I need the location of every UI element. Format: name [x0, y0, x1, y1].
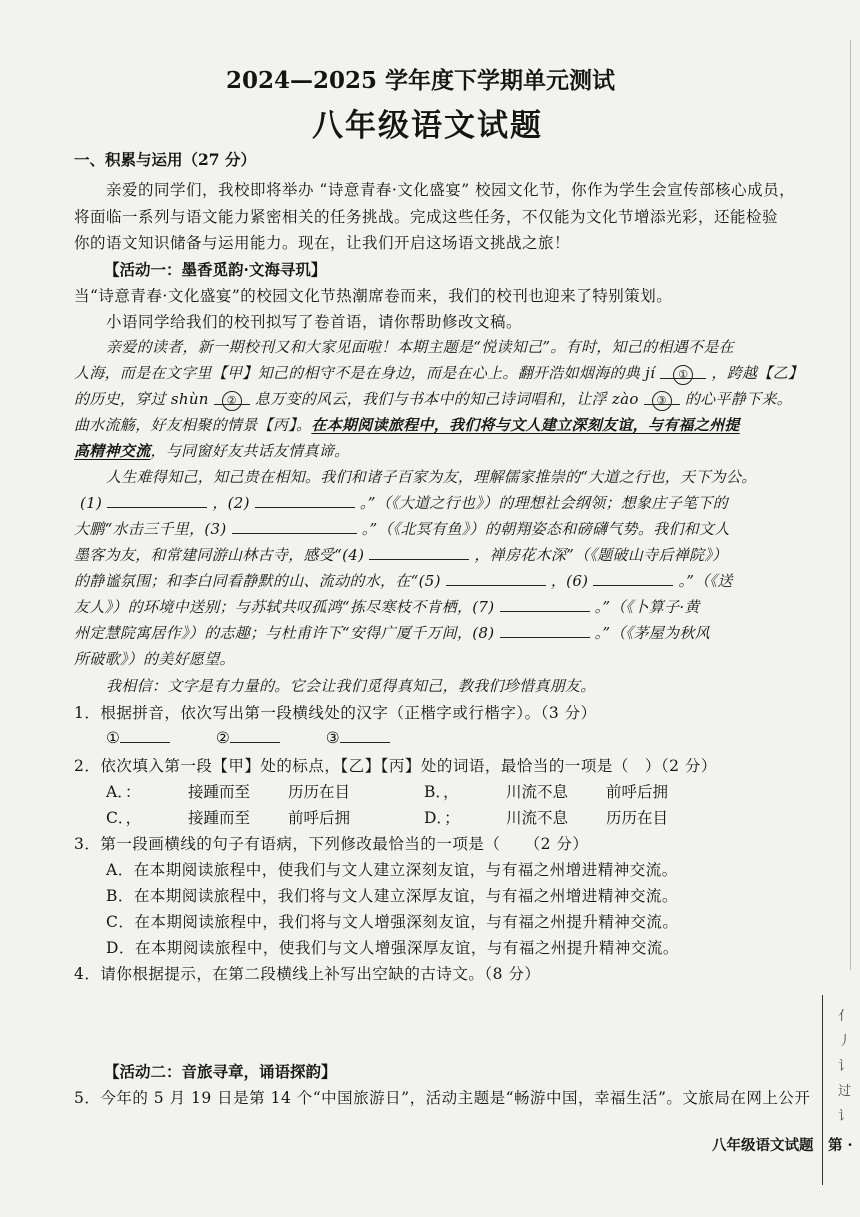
q1-label-1: ①: [106, 729, 121, 747]
q2-b-word1: 川流不息: [506, 783, 569, 801]
activity1-line2: 小语同学给我们的校刊拟写了卷首语，请你帮助修改文稿。: [106, 313, 523, 331]
passage1-line1: 亲爱的读者，新一期校刊又和大家见面啦！本期主题是“悦读知己”。有时，知己的相遇不是在: [106, 338, 734, 356]
passage1-line2: [74, 362, 803, 383]
margin-char-1: 亻: [838, 1009, 852, 1024]
fill-blank-2[interactable]: [255, 493, 355, 508]
q1-answer-blank-1[interactable]: [120, 728, 170, 743]
intro-line1: 亲爱的同学们，我校即将举办 “诗意青春·文化盛宴” 校园文化节，你作为学生会宣传部核心成员，: [106, 181, 796, 199]
blank-2[interactable]: [214, 390, 250, 405]
passage1-line5-b: ，与同窗好友共话友情真谛。: [150, 442, 350, 460]
circled-number-2: ②: [222, 391, 242, 411]
q1-label-3: ③: [325, 729, 341, 747]
q2-a-punct: A．：: [106, 783, 141, 801]
fill-label-2: ，(2): [212, 494, 250, 512]
q2-a-word1: 接踵而至: [188, 783, 251, 801]
margin-char-4: 过: [838, 1084, 852, 1099]
question-2: 2．依次填入第一段【甲】处的标点，【乙】【丙】处的词语，最恰当的一项是（ ）（2 分）: [74, 757, 717, 775]
passage2-line6-b: 。”（《卜算子·黄: [594, 598, 700, 616]
passage2-line3-b: 。”（《北冥有鱼》）的朝翔姿态和磅礴气势。我们和文人: [361, 520, 730, 538]
passage2-line5-a: 的静谧氛围；和李白同看静默的山、流动的水，在“(5): [74, 572, 441, 590]
passage2-line2-c: 。”（《大道之行也》）的理想社会纲领；想象庄子笔下的: [359, 494, 728, 512]
passage2-line5: [74, 570, 733, 591]
q2-c-word1: 接踵而至: [188, 809, 251, 827]
passage1-line4: [74, 414, 740, 435]
margin-char-5: 讠: [838, 1109, 852, 1124]
fill-blank-4[interactable]: [369, 545, 469, 560]
passage2-line5-b: ，(6): [550, 572, 589, 590]
passage2-line6: [74, 596, 700, 617]
passage2-line4-a: 墨客为友，和常建同游山林古寺，感受“(4): [74, 546, 365, 564]
circled-number-3: ③: [652, 391, 672, 411]
q3-option-a[interactable]: A．在本期阅读旅程中，使我们与文人建立深刻友谊，与有福之州增进精神交流。: [106, 861, 678, 879]
passage2-line7-a: 州定慧院寓居作》）的志趣；与杜甫许下“安得广厦千万间，(8): [74, 624, 495, 642]
fill-blank-1[interactable]: [107, 493, 207, 508]
section1-heading: 一、积累与运用（27 分）: [74, 150, 256, 169]
question-5: 5．今年的 5 月 19 日是第 14 个“中国旅游日”，活动主题是“畅游中国，幸福生活”。文旅局在网上公开: [74, 1089, 811, 1107]
fill-blank-6[interactable]: [593, 571, 673, 586]
passage2-line3: [74, 518, 730, 539]
blank-3[interactable]: [644, 390, 680, 405]
passage2-line2: [80, 492, 728, 513]
passage2-line3-a: 大鹏“水击三千里，(3): [74, 520, 227, 538]
q1-answer-row: [106, 728, 390, 747]
passage1-line3-a: 的历史，穿过 shùn: [74, 390, 209, 408]
passage1-line3-c: 的心平静下来。: [684, 390, 792, 408]
passage1-line2-a: 人海，而是在文字里【甲】知己的相守不是在身边，而是在心上。翻开浩如烟海的典 jí: [74, 364, 656, 382]
q1-label-2: ②: [215, 729, 231, 747]
q2-d-word1: 川流不息: [506, 809, 569, 827]
activity2-title: 【活动二：音旅寻章，诵语探韵】: [104, 1062, 337, 1081]
passage2-line5-c: 。”（《送: [678, 572, 733, 590]
question-3: 3．第一段画横线的句子有语病，下列修改最恰当的一项是（ （2 分）: [74, 835, 589, 853]
question-4: 4．请你根据提示，在第二段横线上补写出空缺的古诗文。（8 分）: [74, 965, 541, 983]
margin-char-3: 讠: [838, 1059, 852, 1074]
passage2-line9: 我相信：文字是有力量的。它会让我们觅得真知己，教我们珍惜真朋友。: [106, 677, 596, 695]
page-edge-line: [850, 40, 851, 970]
passage2-line1: 人生难得知己，知己贵在相知。我们和诸子百家为友，理解儒家推崇的“大道之行也，天下为公。: [106, 468, 757, 486]
q3-option-d[interactable]: D．在本期阅读旅程中，使我们与文人增强深厚友谊，与有福之州提升精神交流。: [106, 939, 679, 957]
q3-option-c[interactable]: C．在本期阅读旅程中，我们将与文人增强深刻友谊，与有福之州提升精神交流。: [106, 913, 679, 931]
q1-answer-blank-3[interactable]: [340, 728, 390, 743]
passage2-line4-b: ，禅房花木深”（《题破山寺后禅院》）: [474, 546, 728, 564]
passage2-line6-a: 友人》）的环境中送别；与苏轼共叹孤鸿“拣尽寒枝不肯栖，(7): [74, 598, 495, 616]
q2-b-punct: B．，: [424, 783, 459, 801]
passage1-line3-b: 息万变的风云，我们与书本中的知己诗词唱和，让浮 zào: [254, 390, 639, 408]
underlined-sentence-part1: 在本期阅读旅程中，我们将与文人建立深刻友谊，与有福之州提: [311, 416, 740, 434]
q2-a-word2: 历历在目: [288, 783, 351, 801]
fill-blank-8[interactable]: [500, 623, 590, 638]
page-footer: 八年级语文试题 第 ·: [712, 1137, 853, 1154]
fill-blank-7[interactable]: [500, 597, 590, 612]
q2-c-word2: 前呼后拥: [288, 809, 351, 827]
q3-option-b[interactable]: B．在本期阅读旅程中，我们将与文人建立深厚友谊，与有福之州增进精神交流。: [106, 887, 678, 905]
passage1-line5: [74, 440, 349, 461]
q2-d-punct: D．；: [424, 809, 460, 827]
activity1-title: 【活动一：墨香觅韵·文海寻玑】: [104, 260, 327, 279]
q2-c-punct: C．，: [106, 809, 142, 827]
passage1-line2-b: ，跨越【乙】: [711, 364, 804, 382]
exam-title-line1: 2024—2025 学年度下学期单元测试: [226, 67, 616, 94]
passage2-line8: 所破歌》）的美好愿望。: [74, 650, 235, 668]
underlined-sentence-part2: 高精神交流: [74, 442, 151, 460]
circled-number-1: ①: [673, 365, 693, 385]
intro-line2: 将面临一系列与语文能力紧密相关的任务挑战。完成这些任务，不仅能为文化节增添光彩，还能检验: [74, 208, 779, 226]
activity1-line1: 当“诗意青春·文化盛宴”的校园文化节热潮席卷而来，我们的校刊也迎来了特别策划。: [74, 287, 673, 305]
fill-blank-3[interactable]: [232, 519, 357, 534]
fill-label-1: (1): [80, 494, 103, 512]
question-1: 1．根据拼音，依次写出第一段横线处的汉字（正楷字或行楷字）。（3 分）: [74, 704, 597, 722]
q2-b-word2: 前呼后拥: [606, 783, 669, 801]
passage2-line7: [74, 622, 710, 643]
passage1-line3: [74, 388, 792, 409]
exam-title-line2: 八年级语文试题: [312, 108, 543, 144]
passage2-line4: [74, 544, 727, 565]
passage1-line4-a: 曲水流觞，好友相聚的情景【丙】。: [74, 416, 312, 434]
intro-line3: 你的语文知识储备与运用能力。现在，让我们开启这场语文挑战之旅！: [74, 234, 571, 252]
fill-blank-5[interactable]: [446, 571, 546, 586]
margin-char-2: 丿: [838, 1034, 852, 1049]
blank-1[interactable]: [660, 364, 706, 379]
passage2-line7-b: 。”（《茅屋为秋风: [594, 624, 710, 642]
q1-answer-blank-2[interactable]: [230, 728, 280, 743]
q2-d-word2: 历历在目: [606, 809, 669, 827]
margin-fold-line: [822, 995, 823, 1185]
